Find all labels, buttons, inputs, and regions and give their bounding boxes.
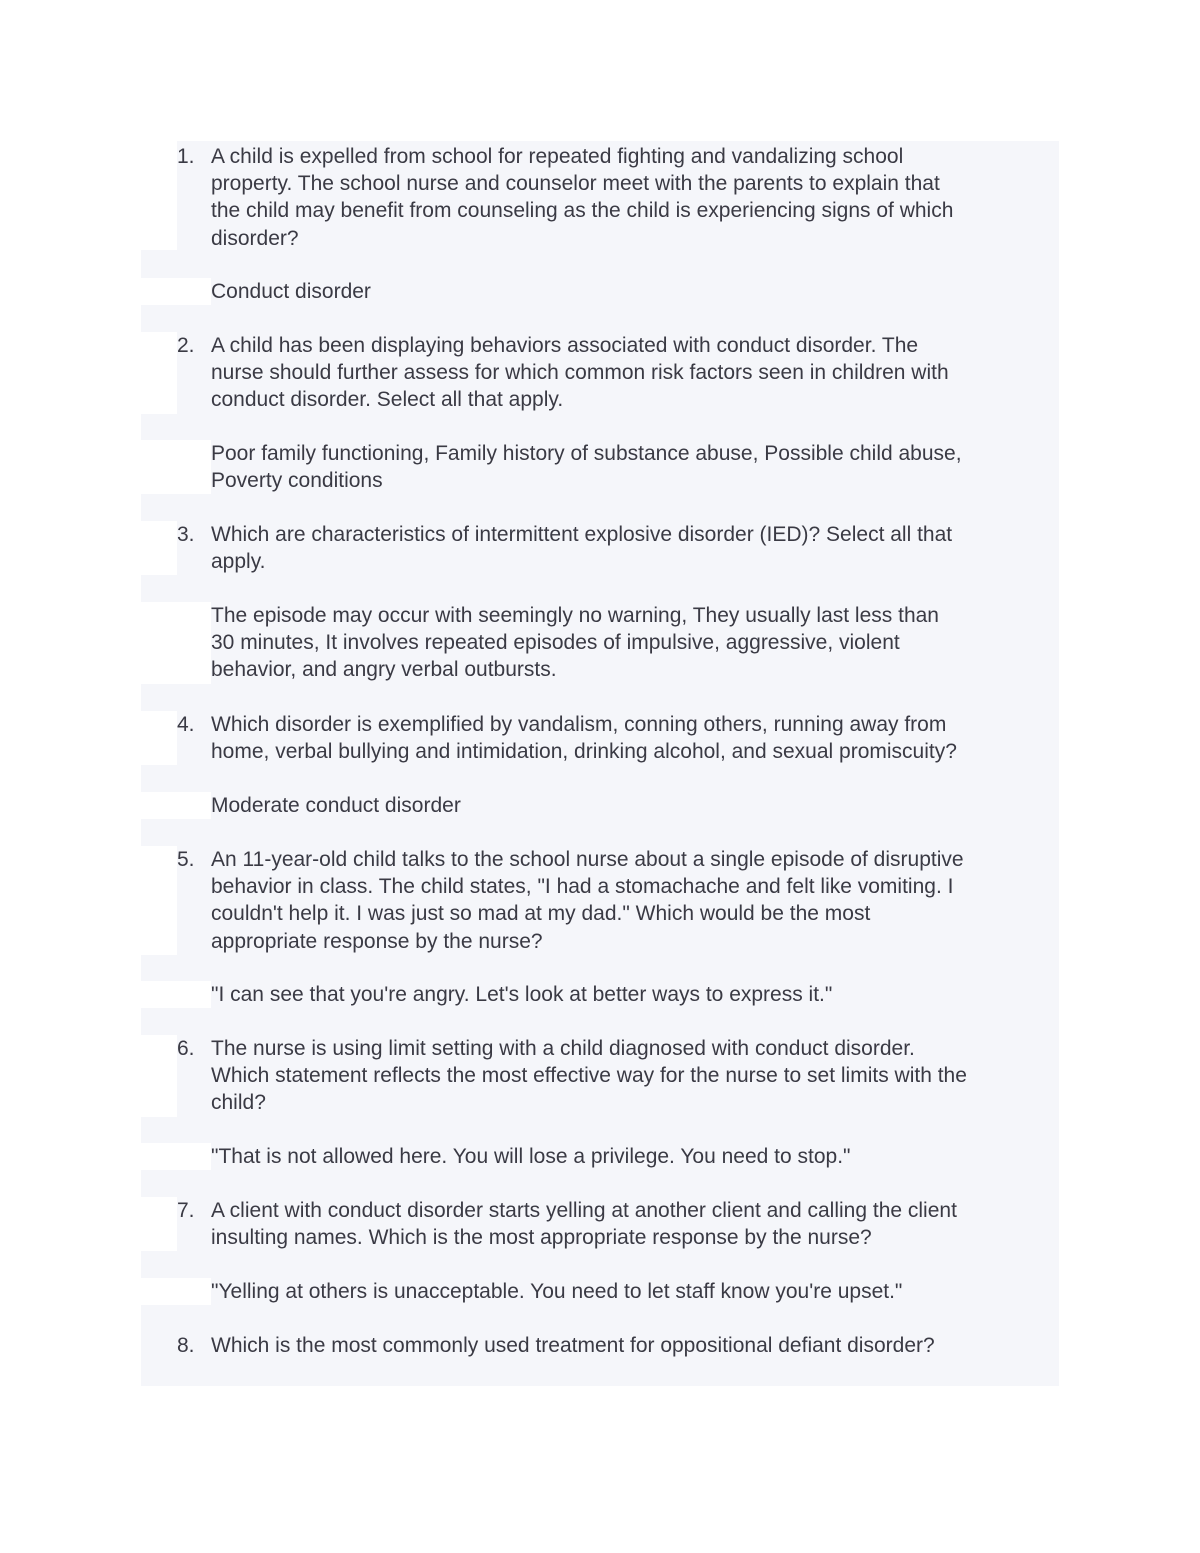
shading-gap	[141, 792, 211, 819]
answer-text: Moderate conduct disorder	[211, 794, 461, 817]
question-text: A child has been displaying behaviors associated with conduct disorder. The nurse should further assess for which common risk factors seen in children with conduct disorder. Select all that apply.	[211, 334, 949, 412]
question-number: 3.	[177, 523, 195, 546]
answer-text: Conduct disorder	[211, 280, 371, 303]
answer-text: "I can see that you're angry. Let's look at better ways to express it."	[211, 983, 833, 1006]
shading-gap	[141, 440, 211, 494]
shading-gap	[141, 521, 177, 575]
shading-gap	[141, 278, 211, 305]
answer-text: Poor family functioning, Family history of substance abuse, Possible child abuse, Poverty conditions	[211, 442, 962, 493]
answer-text: "That is not allowed here. You will lose a privilege. You need to stop."	[211, 1145, 851, 1168]
question-number: 8.	[177, 1334, 195, 1357]
question-number: 7.	[177, 1199, 195, 1222]
shading-gap	[141, 141, 177, 250]
shading-gap	[141, 981, 211, 1008]
question-text: A child is expelled from school for repeated fighting and vandalizing school property. The school nurse and counselor meet with the parents to explain that the child may benefit from counseling as the child is experiencing signs of which disorder?	[211, 145, 954, 250]
shading-gap	[141, 1035, 177, 1117]
question-number: 2.	[177, 334, 195, 357]
question-text: Which disorder is exemplified by vandalism, conning others, running away from home, verbal bullying and intimidation, drinking alcohol, and sexual promiscuity?	[211, 713, 957, 764]
question-number: 6.	[177, 1037, 195, 1060]
question-text: Which is the most commonly used treatment for oppositional defiant disorder?	[211, 1334, 935, 1357]
question-number: 4.	[177, 713, 195, 736]
answer-text: The episode may occur with seemingly no warning, They usually last less than 30 minutes, It involves repeated episodes of impulsive, aggressive, violent behavior, and angry verbal outbursts.	[211, 604, 939, 682]
answer-text: "Yelling at others is unacceptable. You need to let staff know you're upset."	[211, 1280, 903, 1303]
question-text: The nurse is using limit setting with a child diagnosed with conduct disorder. Which statement reflects the most effective way for the nurse to set limits with the child?	[211, 1037, 967, 1115]
shading-gap	[141, 332, 177, 414]
question-text: Which are characteristics of intermittent explosive disorder (IED)? Select all that apply.	[211, 523, 953, 574]
question-text: An 11-year-old child talks to the school nurse about a single episode of disruptive behavior in class. The child states, "I had a stomachache and felt like vomiting. I couldn't help it. I was just so mad at my dad." Which would be the most appropriate response by the nurse?	[211, 848, 964, 953]
shading-gap	[141, 1143, 211, 1170]
question-list	[141, 141, 1059, 1386]
question-text: A client with conduct disorder starts yelling at another client and calling the client insulting names. Which is the most appropriate response by the nurse?	[211, 1199, 957, 1250]
question-number: 5.	[177, 848, 195, 871]
shading-gap	[141, 602, 211, 684]
shading-gap	[141, 711, 177, 765]
shading-gap	[141, 1197, 177, 1251]
shading-gap	[141, 1278, 211, 1305]
question-number: 1.	[177, 145, 195, 168]
shading-gap	[141, 846, 177, 955]
